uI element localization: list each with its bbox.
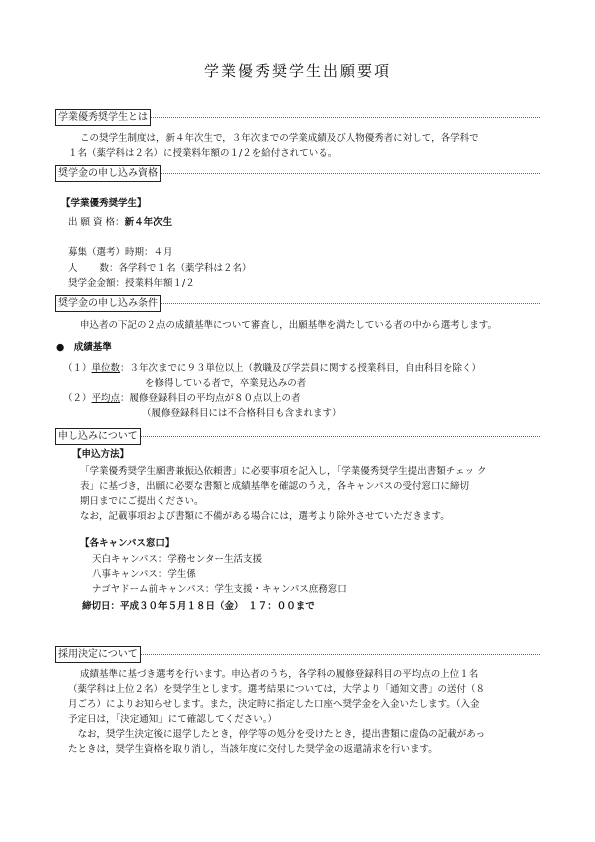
criteria-item-credits-cont: を修得している者で，卒業見込みの者	[145, 378, 307, 389]
about-line: この奨学生制度は，新４年次生で，３年次までの学業成績及び人物優秀者に対して，各学科で	[80, 133, 479, 144]
section-heading-decision: 採用決定について	[55, 646, 141, 663]
section-heading-about: 学業優秀奨学生とは	[55, 109, 151, 126]
scholar-subheading: 【学業優秀奨学生】	[61, 198, 147, 209]
about-paragraph	[68, 131, 479, 161]
conditions-intro: 申込者の下記の２点の成績基準について審査し，出願基準を満たしている者の中から選考します。	[80, 320, 498, 331]
item-key: 平均点	[91, 393, 121, 404]
criteria-item-average-cont: （履修登録科目には不合格科目も含まれます）	[142, 408, 342, 419]
about-line: １名（薬学科は２名）に授業料年額の１/２を給付されている。	[68, 148, 338, 159]
campus-item: ナゴヤドーム前キャンパス：学生支援・キャンパス庶務窓口	[92, 584, 347, 595]
method-line: 表」に基づき，出願に必要な書類と成績基準を確認のうえ，各キャンパスの受付窓口に締切	[80, 481, 470, 492]
item-number: （１）	[63, 363, 92, 374]
document-title: 学業優秀奨学生出願要項	[203, 62, 391, 80]
section-heading-application: 申し込みについて	[55, 428, 141, 445]
item-key: 単位数	[91, 363, 121, 374]
campus-item: 八事キャンパス：学生係	[92, 569, 196, 580]
decision-line: たときは，奨学生資格を取り消し，当該年度に交付した奨学金の返還請求を行います。	[68, 744, 438, 755]
qualification-value: 新４年次生	[124, 217, 173, 228]
deadline: 締切日：平成３０年５月１８日（金） １７：００まで	[82, 601, 315, 612]
scholarship-amount: 奨学金金額：授業料年額１/２	[68, 278, 195, 289]
qualification-label: 出 願 資 格：	[68, 217, 125, 228]
decision-line: （薬学科は上位２名）を奨学生とします。選考結果については，大学より「通知文書」の送付（８	[68, 684, 486, 695]
decision-line: 月ごろ）によりお知らせします。また，決定時に指定した口座へ奨学金を入金いたします。（入金	[68, 699, 480, 710]
campus-item: 天白キャンパス：学務センター生活支援	[92, 554, 262, 565]
campus-list	[92, 552, 347, 597]
decision-line: なお，奨学生決定後に退学したとき，停学等の処分を受けたとき，提出書類に虚偽の記載があっ	[68, 729, 486, 740]
decision-line: 予定日は，「決定通知」にて確認してください。）	[68, 714, 278, 725]
decision-line: 成績基準に基づき選考を行います。申込者のうち，各学科の履修登録科目の平均点の上位１名	[80, 669, 479, 680]
item-text: ：３年次までに９３単位以上（教職及び学芸員に関する授業科目，自由科目を除く）	[120, 363, 482, 374]
criteria-item-credits	[63, 362, 481, 377]
recruitment-period: 募集（選考）時期：４月	[68, 247, 173, 258]
method-paragraph	[80, 464, 487, 524]
section-heading-conditions: 奨学金の申し込み条件	[55, 295, 161, 312]
method-line: 「学業優秀奨学生願書兼振込依頼書」に必要事項を記入し，「学業優秀奨学生提出書類チェッ ク	[80, 466, 487, 477]
decision-paragraph	[68, 667, 485, 757]
method-line: なお，記載事項および書類に不備がある場合には，選考より除外させていただきます。	[80, 511, 450, 522]
section-heading-eligibility: 奨学金の申し込み資格	[55, 165, 161, 182]
method-line: 期日までにご提出ください。	[80, 496, 204, 507]
item-text: ：履修登録科目の平均点が８０点以上の者	[120, 393, 301, 404]
criteria-bullet: ● 成績基準	[56, 342, 112, 353]
recruitment-count: 人 数：各学科で１名（薬学科は２名）	[68, 263, 252, 274]
qualification-row	[68, 216, 172, 231]
campus-heading: 【各キャンパス窓口】	[80, 538, 175, 549]
method-heading: 【申込方法】	[72, 449, 130, 460]
item-number: （２）	[63, 393, 92, 404]
criteria-item-average	[63, 392, 301, 407]
